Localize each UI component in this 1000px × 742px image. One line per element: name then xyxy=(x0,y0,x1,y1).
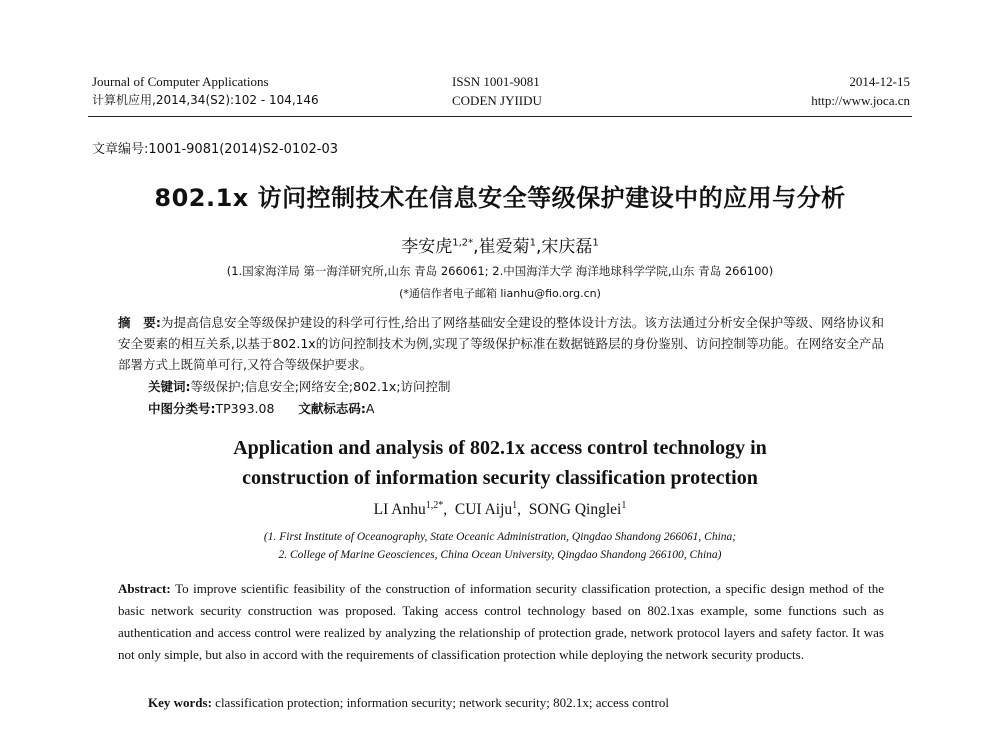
author-en-sep: , xyxy=(443,501,455,519)
issn: ISSN 1001-9081 xyxy=(452,74,540,89)
keywords-cn-text: 等级保护;信息安全;网络安全;802.1x;访问控制 xyxy=(190,379,451,394)
author-cn-sep: , xyxy=(473,237,479,257)
abstract-en xyxy=(118,578,884,666)
header-rule xyxy=(88,116,912,117)
corresponding-email-cn: (*通信作者电子邮箱 lianhu@fio.org.cn) xyxy=(399,287,601,300)
author-cn-sup: 1,2* xyxy=(452,237,474,249)
header-identifiers xyxy=(452,72,542,110)
abstract-cn xyxy=(118,312,884,375)
author-en-sup: 1 xyxy=(512,500,518,511)
abstract-en-text: To improve scientific feasibility of the construction of information security classification protection, a specific design method of the basic network security construction was proposed. Taking access control technology based on 802.1xas example, some functions such as authentication and access control were realized by analyzing the relationship of protection grade, network protocol layers and safety factor. It was not only simple, but also in accord with the requirements of classification protection while deploying the network security products. xyxy=(118,581,885,662)
abstract-en-label: Abstract: xyxy=(118,581,171,596)
clc-value: TP393.08 xyxy=(215,401,275,416)
author-cn: 崔爱菊 xyxy=(478,237,530,257)
author-en-sep: , xyxy=(517,501,529,519)
affiliation-en xyxy=(0,528,1000,564)
affiliation-en-line: 2. College of Marine Geosciences, China Ocean University, Qingdao Shandong 266100, China) xyxy=(278,549,722,561)
doc-code-label: 文献标志码: xyxy=(298,401,366,416)
affiliation-cn: (1.国家海洋局 第一海洋研究所,山东 青岛 266061; 2.中国海洋大学 海洋地球科学学院,山东 青岛 266100) xyxy=(226,264,774,278)
journal-name-cn: 计算机应用,2014,34(S2):102 - 104,146 xyxy=(92,93,319,107)
publish-date: 2014-12-15 xyxy=(849,74,910,89)
author-cn: 宋庆磊 xyxy=(541,237,593,257)
keywords-cn xyxy=(148,376,451,397)
header-date-url xyxy=(811,72,910,110)
abstract-cn-text: 为提高信息安全等级保护建设的科学可行性,给出了网络基础安全建设的整体设计方法。该方法通过分析安全保护等级、网络协议和安全要素的相互关系,以基于802.1x的访问控制技术为例,实现了等级保护标准在数据链路层的身份鉴别、访问控制等功能。在网络安全产品部署方式上既简单可行,又符合等级保护要求。 xyxy=(118,315,885,372)
clc-label: 中图分类号: xyxy=(148,401,216,416)
author-cn-sup: 1 xyxy=(592,237,599,249)
author-en: SONG Qinglei xyxy=(528,501,622,519)
authors-en xyxy=(0,500,1000,519)
doc-code-value: A xyxy=(365,401,375,416)
title-en-line: Application and analysis of 802.1x access control technology in xyxy=(233,437,767,459)
author-cn-sup: 1 xyxy=(529,237,536,249)
author-en: LI Anhu xyxy=(373,501,426,519)
affiliation-en-line: (1. First Institute of Oceanography, State Oceanic Administration, Qingdao Shandong 266061, China; xyxy=(263,531,737,543)
classification-cn xyxy=(148,398,374,419)
title-en xyxy=(0,433,1000,493)
keywords-cn-label: 关键词: xyxy=(148,379,191,394)
authors-cn xyxy=(0,232,1000,257)
author-en-sup: 1 xyxy=(621,500,627,511)
journal-url[interactable]: http://www.joca.cn xyxy=(811,93,910,108)
author-cn-sep: , xyxy=(535,237,542,257)
article-number: 文章编号:1001-9081(2014)S2-0102-03 xyxy=(92,142,338,157)
abstract-cn-label: 摘 要: xyxy=(118,315,161,330)
author-en: CUI Aiju xyxy=(454,501,513,519)
header-journal xyxy=(92,72,319,110)
author-en-sup: 1,2* xyxy=(425,500,444,511)
coden: CODEN JYIIDU xyxy=(452,93,542,108)
journal-name-en: Journal of Computer Applications xyxy=(92,74,269,89)
author-cn: 李安虎 xyxy=(401,237,453,257)
keywords-en-label: Key words: xyxy=(148,695,212,710)
title-en-line: construction of information security classification protection xyxy=(242,467,758,489)
keywords-en xyxy=(148,693,669,713)
title-cn: 802.1x 访问控制技术在信息安全等级保护建设中的应用与分析 xyxy=(154,184,846,212)
keywords-en-text: classification protection; information security; network security; 802.1x; access control xyxy=(215,695,669,710)
